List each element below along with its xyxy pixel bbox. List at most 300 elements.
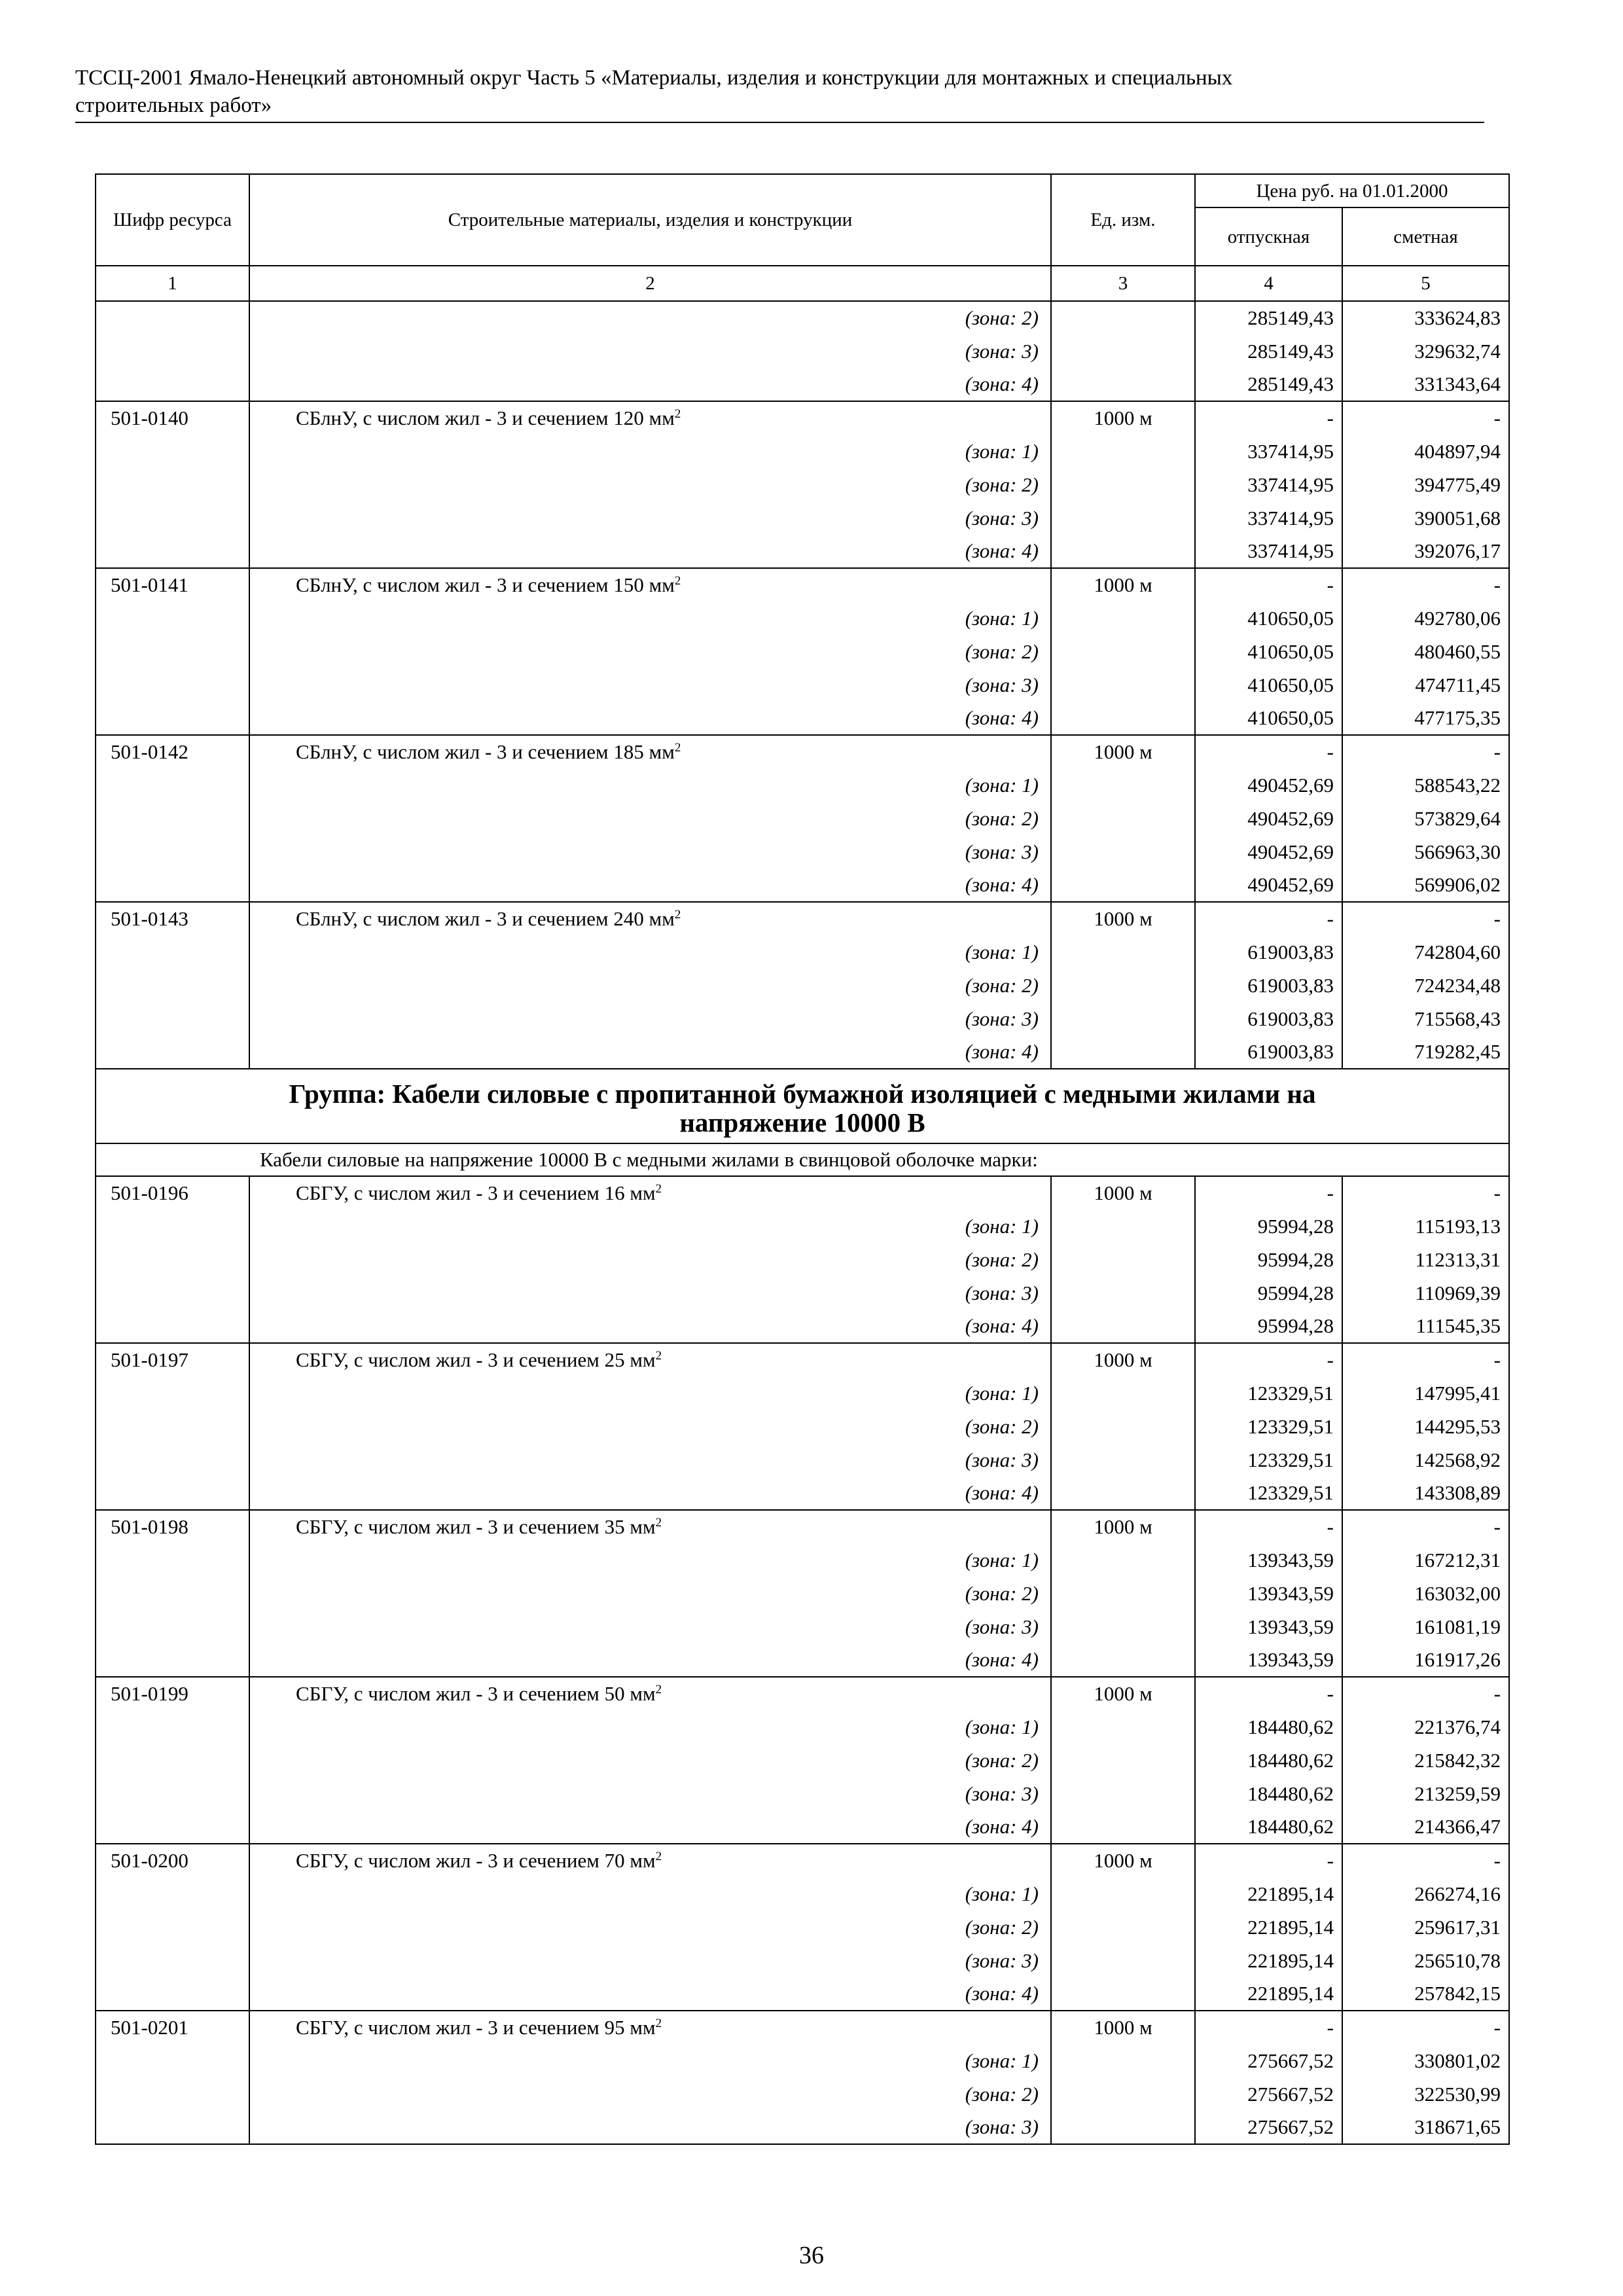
cell-unit (1051, 468, 1195, 501)
cell-unit: 1000 м (1051, 568, 1195, 601)
zone-row (96, 869, 1509, 902)
cell-estimate-price: 167212,31 (1342, 1543, 1509, 1577)
cell-code: 501-0143 (96, 902, 249, 935)
cell-wholesale-price: 337414,95 (1195, 468, 1342, 501)
cell-wholesale-price: 619003,83 (1195, 1002, 1342, 1035)
cell-wholesale-price: 410650,05 (1195, 635, 1342, 668)
cell-estimate-price: 333624,83 (1342, 301, 1509, 334)
cell-unit: 1000 м (1051, 1677, 1195, 1710)
zone-row (96, 1543, 1509, 1577)
cell-unit (1051, 1035, 1195, 1069)
cell-wholesale-price: 184480,62 (1195, 1710, 1342, 1744)
cell-code (96, 1910, 249, 1944)
cell-code (96, 1577, 249, 1610)
cell-unit (1051, 1710, 1195, 1744)
cell-estimate-price: 142568,92 (1342, 1443, 1509, 1477)
cell-name (249, 568, 1051, 601)
zone-row (96, 635, 1509, 668)
cell-wholesale-price: 619003,83 (1195, 969, 1342, 1002)
cell-estimate-price: 715568,43 (1342, 1002, 1509, 1035)
cell-unit (1051, 1243, 1195, 1276)
zone-row (96, 1002, 1509, 1035)
cell-wholesale-price: 619003,83 (1195, 935, 1342, 969)
cell-unit (1051, 535, 1195, 568)
cell-estimate-price: 256510,78 (1342, 1944, 1509, 1977)
cell-estimate-price: 147995,41 (1342, 1376, 1509, 1410)
cell-code (96, 1944, 249, 1977)
cell-unit (1051, 1276, 1195, 1310)
cell-code (96, 969, 249, 1002)
cell-estimate-price: 214366,47 (1342, 1810, 1509, 1844)
cell-zone: (зона: 2) (249, 468, 1051, 501)
col-number-4: 4 (1195, 266, 1342, 301)
cell-name (249, 735, 1051, 768)
cell-estimate-price: 329632,74 (1342, 334, 1509, 368)
cell-estimate-price: 724234,48 (1342, 969, 1509, 1002)
cell-estimate-price: 110969,39 (1342, 1276, 1509, 1310)
cell-code (96, 935, 249, 969)
header-line-1: ТССЦ-2001 Ямало-Ненецкий автономный округ Часть 5 «Материалы, изделия и конструкции для монтажных и специальных (75, 66, 1233, 90)
cell-estimate-price: 161081,19 (1342, 1610, 1509, 1643)
cell-zone: (зона: 3) (249, 1610, 1051, 1643)
cell-code: 501-0142 (96, 735, 249, 768)
cell-code (96, 601, 249, 635)
cell-zone: (зона: 1) (249, 1210, 1051, 1243)
cell-zone: (зона: 2) (249, 2077, 1051, 2111)
cell-zone: (зона: 4) (249, 702, 1051, 735)
cell-code (96, 668, 249, 702)
cell-wholesale-price: 123329,51 (1195, 1376, 1342, 1410)
cell-zone: (зона: 3) (249, 1002, 1051, 1035)
unit-superscript: 2 (655, 1683, 662, 1696)
cell-wholesale-price: - (1195, 735, 1342, 768)
cell-wholesale-price: 275667,52 (1195, 2111, 1342, 2144)
cell-estimate-price: - (1342, 568, 1509, 601)
cell-unit: 1000 м (1051, 2011, 1195, 2044)
cell-estimate-price: 480460,55 (1342, 635, 1509, 668)
cell-wholesale-price: 275667,52 (1195, 2044, 1342, 2077)
cell-zone: (зона: 4) (249, 1643, 1051, 1677)
group-row (96, 1069, 1509, 1143)
cell-unit (1051, 2044, 1195, 2077)
item-name: СБлнУ, с числом жил - 3 и сечением 185 мм (296, 740, 675, 763)
table-row (96, 401, 1509, 435)
header-line-2: строительных работ» (75, 94, 272, 117)
cell-zone: (зона: 2) (249, 969, 1051, 1002)
cell-zone: (зона: 2) (249, 1744, 1051, 1777)
cell-estimate-price: 394775,49 (1342, 468, 1509, 501)
cell-wholesale-price: 490452,69 (1195, 835, 1342, 869)
cell-wholesale-price: 410650,05 (1195, 668, 1342, 702)
zone-row (96, 668, 1509, 702)
unit-superscript: 2 (655, 1182, 662, 1196)
cell-estimate-price: 266274,16 (1342, 1877, 1509, 1910)
col-header-estimate: сметная (1342, 207, 1509, 266)
cell-name (249, 902, 1051, 935)
cell-estimate-price: - (1342, 735, 1509, 768)
cell-wholesale-price: 490452,69 (1195, 802, 1342, 835)
cell-zone: (зона: 1) (249, 1877, 1051, 1910)
unit-superscript: 2 (655, 1516, 662, 1530)
cell-unit (1051, 368, 1195, 401)
col-header-code: Шифр ресурса (96, 174, 249, 266)
page-number: 36 (799, 2242, 824, 2269)
cell-estimate-price: 390051,68 (1342, 501, 1509, 535)
cell-wholesale-price: 337414,95 (1195, 435, 1342, 468)
zone-row (96, 1577, 1509, 1610)
cell-code (96, 768, 249, 802)
cell-code (96, 1376, 249, 1410)
cell-zone: (зона: 4) (249, 1310, 1051, 1343)
subgroup-row (96, 1143, 1509, 1176)
zone-row (96, 835, 1509, 869)
cell-code (96, 1744, 249, 1777)
table-row (96, 735, 1509, 768)
cell-name (249, 1510, 1051, 1543)
zone-row (96, 368, 1509, 401)
cell-code: 501-0141 (96, 568, 249, 601)
zone-row (96, 935, 1509, 969)
cell-code (96, 1977, 249, 2011)
unit-superscript: 2 (655, 1850, 662, 1863)
cell-zone: (зона: 3) (249, 1777, 1051, 1810)
cell-zone: (зона: 2) (249, 301, 1051, 334)
cell-name (249, 1677, 1051, 1710)
cell-zone: (зона: 4) (249, 1977, 1051, 2011)
cell-wholesale-price: 221895,14 (1195, 1910, 1342, 1944)
cell-zone: (зона: 4) (249, 869, 1051, 902)
zone-row (96, 2044, 1509, 2077)
cell-code (96, 1210, 249, 1243)
cell-unit (1051, 1744, 1195, 1777)
item-name: СБлнУ, с числом жил - 3 и сечением 240 мм (296, 907, 675, 930)
cell-code (96, 501, 249, 535)
cell-unit (1051, 1944, 1195, 1977)
cell-estimate-price: 492780,06 (1342, 601, 1509, 635)
cell-code (96, 334, 249, 368)
cell-code (96, 2044, 249, 2077)
cell-unit (1051, 501, 1195, 535)
cell-wholesale-price: 95994,28 (1195, 1310, 1342, 1343)
cell-unit (1051, 1877, 1195, 1910)
cell-wholesale-price: 139343,59 (1195, 1577, 1342, 1610)
cell-wholesale-price: 184480,62 (1195, 1744, 1342, 1777)
item-name: СБГУ, с числом жил - 3 и сечением 35 мм (296, 1515, 656, 1538)
cell-zone: (зона: 4) (249, 368, 1051, 401)
cell-code (96, 635, 249, 668)
subgroup-heading: Кабели силовые на напряжение 10000 В с медными жилами в свинцовой оболочке марки: (96, 1143, 1509, 1176)
cell-code (96, 435, 249, 468)
cell-wholesale-price: 410650,05 (1195, 601, 1342, 635)
cell-code (96, 1710, 249, 1744)
cell-zone: (зона: 4) (249, 1035, 1051, 1069)
cell-estimate-price: 573829,64 (1342, 802, 1509, 835)
zone-row (96, 1744, 1509, 1777)
table-row (96, 1176, 1509, 1210)
cell-estimate-price: 742804,60 (1342, 935, 1509, 969)
cell-wholesale-price: 123329,51 (1195, 1477, 1342, 1510)
cell-unit (1051, 2077, 1195, 2111)
item-name: СБлнУ, с числом жил - 3 и сечением 150 мм (296, 573, 675, 596)
cell-unit (1051, 1543, 1195, 1577)
zone-row (96, 969, 1509, 1002)
zone-row (96, 1410, 1509, 1443)
cell-zone: (зона: 2) (249, 1577, 1051, 1610)
cell-estimate-price: 719282,45 (1342, 1035, 1509, 1069)
table-row (96, 902, 1509, 935)
header-rule (75, 122, 1484, 123)
cell-zone: (зона: 3) (249, 668, 1051, 702)
cell-code (96, 1002, 249, 1035)
col-number-1: 1 (96, 266, 249, 301)
zone-row (96, 802, 1509, 835)
unit-superscript: 2 (674, 574, 681, 588)
cell-unit: 1000 м (1051, 1510, 1195, 1543)
cell-zone: (зона: 1) (249, 1376, 1051, 1410)
unit-superscript: 2 (674, 407, 681, 421)
cell-code (96, 1610, 249, 1643)
cell-code (96, 368, 249, 401)
zone-row (96, 1035, 1509, 1069)
cell-wholesale-price: - (1195, 902, 1342, 935)
cell-unit (1051, 301, 1195, 334)
zone-row (96, 1376, 1509, 1410)
cell-zone: (зона: 1) (249, 1710, 1051, 1744)
cell-unit (1051, 1577, 1195, 1610)
cell-zone: (зона: 2) (249, 1243, 1051, 1276)
cell-code (96, 301, 249, 334)
cell-code (96, 1276, 249, 1310)
cell-unit (1051, 869, 1195, 902)
cell-code: 501-0197 (96, 1343, 249, 1376)
item-name: СБГУ, с числом жил - 3 и сечением 70 мм (296, 1849, 656, 1872)
cell-code: 501-0201 (96, 2011, 249, 2044)
cell-estimate-price: - (1342, 1844, 1509, 1877)
cell-code (96, 1877, 249, 1910)
cell-code (96, 1543, 249, 1577)
cell-zone: (зона: 2) (249, 802, 1051, 835)
col-header-price-group: Цена руб. на 01.01.2000 (1195, 174, 1509, 207)
cell-wholesale-price: - (1195, 1510, 1342, 1543)
zone-row (96, 1243, 1509, 1276)
cell-code (96, 2077, 249, 2111)
cell-wholesale-price: 221895,14 (1195, 1977, 1342, 2011)
cell-unit: 1000 м (1051, 902, 1195, 935)
cell-estimate-price: 322530,99 (1342, 2077, 1509, 2111)
col-number-5: 5 (1342, 266, 1509, 301)
cell-estimate-price: 566963,30 (1342, 835, 1509, 869)
cell-code: 501-0196 (96, 1176, 249, 1210)
table-row (96, 1844, 1509, 1877)
cell-unit: 1000 м (1051, 401, 1195, 435)
cell-code (96, 535, 249, 568)
col-header-unit: Ед. изм. (1051, 174, 1195, 266)
cell-estimate-price: 331343,64 (1342, 368, 1509, 401)
cell-code (96, 1643, 249, 1677)
unit-superscript: 2 (655, 1349, 662, 1363)
cell-code (96, 1410, 249, 1443)
item-name: СБлнУ, с числом жил - 3 и сечением 120 мм (296, 406, 675, 429)
cell-unit (1051, 1376, 1195, 1410)
cell-name (249, 1343, 1051, 1376)
cell-estimate-price: - (1342, 1677, 1509, 1710)
cell-estimate-price: 143308,89 (1342, 1477, 1509, 1510)
zone-row (96, 702, 1509, 735)
table-body (96, 301, 1509, 2144)
cell-wholesale-price: - (1195, 1176, 1342, 1210)
zone-row (96, 1477, 1509, 1510)
cell-zone: (зона: 3) (249, 334, 1051, 368)
zone-row (96, 1777, 1509, 1810)
cell-unit: 1000 м (1051, 735, 1195, 768)
zone-row (96, 601, 1509, 635)
col-number-3: 3 (1051, 266, 1195, 301)
cell-estimate-price: 392076,17 (1342, 535, 1509, 568)
unit-superscript: 2 (674, 741, 681, 755)
zone-row (96, 535, 1509, 568)
cell-unit (1051, 702, 1195, 735)
cell-unit (1051, 435, 1195, 468)
zone-row (96, 1310, 1509, 1343)
cell-code: 501-0140 (96, 401, 249, 435)
table-row (96, 1343, 1509, 1376)
cell-wholesale-price: 285149,43 (1195, 368, 1342, 401)
zone-row (96, 1643, 1509, 1677)
zone-row (96, 1710, 1509, 1744)
cell-zone: (зона: 2) (249, 635, 1051, 668)
cell-wholesale-price: 285149,43 (1195, 334, 1342, 368)
group-heading-line-1: Группа: Кабели силовые с пропитанной бумажной изоляцией с медными жилами на (289, 1079, 1316, 1109)
cell-unit (1051, 1977, 1195, 2011)
cell-zone: (зона: 3) (249, 1944, 1051, 1977)
cell-zone: (зона: 4) (249, 1810, 1051, 1844)
cell-zone: (зона: 1) (249, 1543, 1051, 1577)
col-number-2: 2 (249, 266, 1051, 301)
zone-row (96, 334, 1509, 368)
cell-code (96, 1477, 249, 1510)
cell-estimate-price: 257842,15 (1342, 1977, 1509, 2011)
cell-zone: (зона: 4) (249, 1477, 1051, 1510)
cell-unit (1051, 802, 1195, 835)
cell-code (96, 1310, 249, 1343)
cell-wholesale-price: 123329,51 (1195, 1410, 1342, 1443)
cell-zone: (зона: 3) (249, 2111, 1051, 2144)
cell-wholesale-price: 337414,95 (1195, 501, 1342, 535)
cell-unit (1051, 1002, 1195, 1035)
cell-unit (1051, 1210, 1195, 1243)
cell-unit (1051, 768, 1195, 802)
cell-wholesale-price: 139343,59 (1195, 1543, 1342, 1577)
cell-estimate-price: - (1342, 1176, 1509, 1210)
cell-wholesale-price: 184480,62 (1195, 1810, 1342, 1844)
zone-row (96, 1877, 1509, 1910)
cell-wholesale-price: 275667,52 (1195, 2077, 1342, 2111)
cell-wholesale-price: - (1195, 1343, 1342, 1376)
cell-name (249, 1844, 1051, 1877)
unit-superscript: 2 (655, 2017, 662, 2030)
cell-name (249, 2011, 1051, 2044)
cell-estimate-price: - (1342, 902, 1509, 935)
zone-row (96, 468, 1509, 501)
zone-row (96, 1210, 1509, 1243)
unit-superscript: 2 (674, 908, 681, 922)
cell-zone: (зона: 1) (249, 601, 1051, 635)
cell-code (96, 702, 249, 735)
cell-code (96, 2111, 249, 2144)
zone-row (96, 1610, 1509, 1643)
group-heading (96, 1069, 1509, 1143)
item-name: СБГУ, с числом жил - 3 и сечением 16 мм (296, 1181, 656, 1204)
table-row (96, 1677, 1509, 1710)
cell-estimate-price: 588543,22 (1342, 768, 1509, 802)
cell-unit (1051, 1477, 1195, 1510)
cell-estimate-price: - (1342, 1510, 1509, 1543)
cell-code: 501-0199 (96, 1677, 249, 1710)
cell-estimate-price: 115193,13 (1342, 1210, 1509, 1243)
cell-zone: (зона: 3) (249, 1276, 1051, 1310)
cell-estimate-price: 111545,35 (1342, 1310, 1509, 1343)
cell-estimate-price: 477175,35 (1342, 702, 1509, 735)
zone-row (96, 1944, 1509, 1977)
cell-estimate-price: 163032,00 (1342, 1577, 1509, 1610)
cell-unit (1051, 935, 1195, 969)
cell-code (96, 869, 249, 902)
cell-code (96, 1810, 249, 1844)
cell-unit (1051, 1310, 1195, 1343)
zone-row (96, 301, 1509, 334)
cell-zone: (зона: 1) (249, 768, 1051, 802)
cell-estimate-price: 474711,45 (1342, 668, 1509, 702)
zone-row (96, 1276, 1509, 1310)
cell-estimate-price: - (1342, 401, 1509, 435)
cell-unit (1051, 969, 1195, 1002)
cell-unit (1051, 668, 1195, 702)
cell-unit: 1000 м (1051, 1844, 1195, 1877)
cell-estimate-price: 215842,32 (1342, 1744, 1509, 1777)
cell-estimate-price: 404897,94 (1342, 435, 1509, 468)
cell-code (96, 835, 249, 869)
cell-estimate-price: - (1342, 2011, 1509, 2044)
cell-estimate-price: 213259,59 (1342, 1777, 1509, 1810)
cell-name (249, 401, 1051, 435)
cell-wholesale-price: - (1195, 2011, 1342, 2044)
cell-estimate-price: 161917,26 (1342, 1643, 1509, 1677)
table-row (96, 2011, 1509, 2044)
cell-unit (1051, 1777, 1195, 1810)
cell-wholesale-price: 184480,62 (1195, 1777, 1342, 1810)
cell-estimate-price: 259617,31 (1342, 1910, 1509, 1944)
cell-wholesale-price: 95994,28 (1195, 1243, 1342, 1276)
cell-code (96, 468, 249, 501)
cell-code: 501-0198 (96, 1510, 249, 1543)
cell-estimate-price: 221376,74 (1342, 1710, 1509, 1744)
cell-wholesale-price: 139343,59 (1195, 1643, 1342, 1677)
zone-row (96, 2111, 1509, 2144)
cell-wholesale-price: 490452,69 (1195, 768, 1342, 802)
cell-estimate-price: 112313,31 (1342, 1243, 1509, 1276)
zone-row (96, 1910, 1509, 1944)
cell-unit (1051, 601, 1195, 635)
cell-code (96, 1243, 249, 1276)
col-header-name: Строительные материалы, изделия и конструкции (249, 174, 1051, 266)
cell-wholesale-price: 139343,59 (1195, 1610, 1342, 1643)
cell-estimate-price: 330801,02 (1342, 2044, 1509, 2077)
zone-row (96, 1443, 1509, 1477)
cell-zone: (зона: 2) (249, 1910, 1051, 1944)
cell-unit (1051, 1443, 1195, 1477)
group-heading-line-2: напряжение 10000 В (679, 1107, 925, 1138)
cell-estimate-price: - (1342, 1343, 1509, 1376)
